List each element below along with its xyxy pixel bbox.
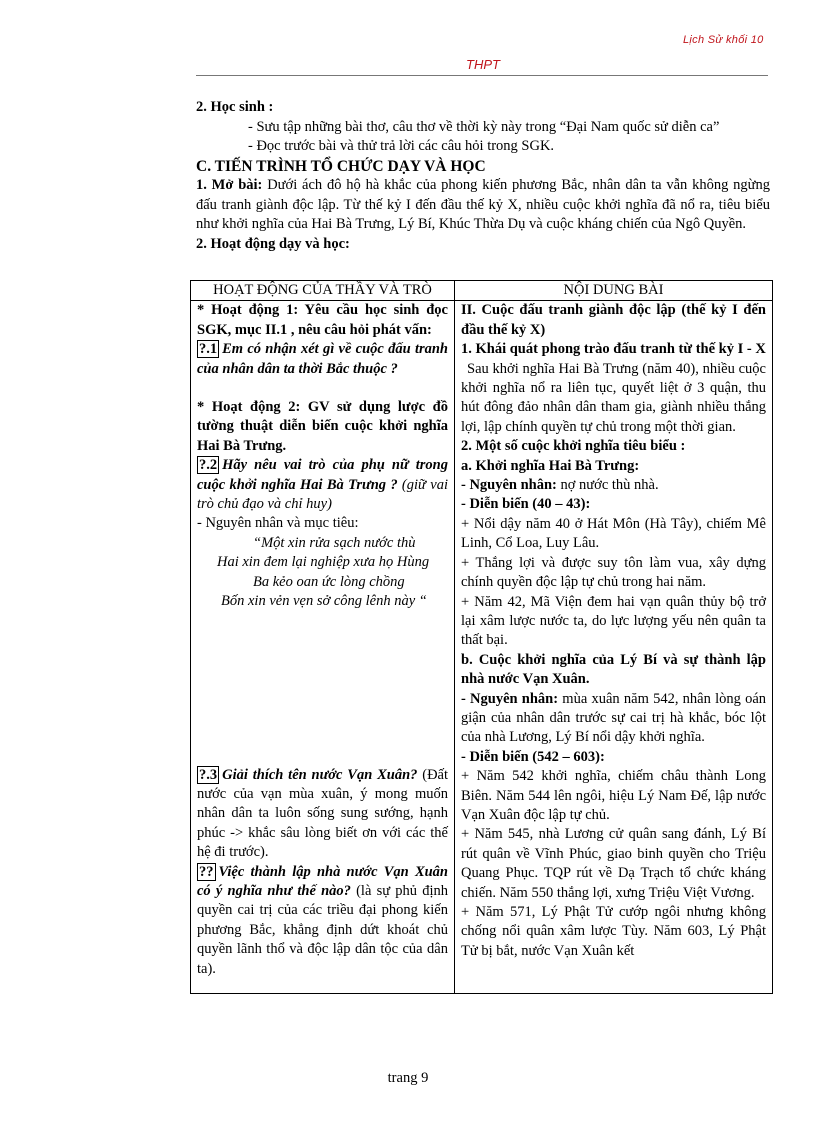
header-divider: [196, 75, 768, 76]
question-1-text: Em có nhận xét gì về cuộc đấu tranh của nhân dân ta thời Bắc thuộc ?: [197, 341, 448, 377]
a-cause-label: - Nguyên nhân:: [461, 477, 557, 494]
students-heading: 2. Học sinh :: [196, 99, 274, 115]
spacer: [197, 379, 448, 398]
question-tag: ?.3: [199, 766, 218, 783]
poem-line: Hai xin đem lại nghiệp xưa họ Hùng: [217, 554, 430, 571]
b-cause-text: mùa xuân năm 542, nhân lòng oán giận của nhân dân trước sự cai trị hà khắc, bóc lột của nhà Lương, Lý Bí nổi dậy khởi nghĩa.: [461, 690, 766, 746]
section-2-1: 1. Khái quát phong trào đấu tranh từ thế kỷ I - X: [461, 341, 766, 358]
question-4-text: Việc thành lập nhà nước Vạn Xuân có ý nghĩa như thế nào?: [197, 863, 448, 899]
header-subject-label: Lịch Sử khối 10: [683, 34, 764, 46]
question-4: [197, 863, 448, 979]
poem: [197, 534, 448, 612]
poem-line: “Một xin rửa sạch nước thù: [253, 534, 416, 551]
question-tag: ?.1: [199, 341, 218, 358]
question-3-text: Giải thích tên nước Vạn Xuân?: [222, 766, 418, 783]
col2-header: NỘI DUNG BÀI: [455, 281, 773, 301]
hoat-dong-heading: 2. Hoạt động dạy và học:: [196, 235, 350, 252]
a-event-3: + Năm 42, Mã Viện đem hai vạn quân thủy bộ trở lại xâm lược nước ta, do lực lượng yếu nên quân ta thất bại.: [461, 593, 766, 649]
poem-line: Ba kẻo oan ức lòng chồng: [253, 573, 405, 590]
intro-section: [196, 98, 770, 254]
col1-header: HOẠT ĐỘNG CỦA THẦY VÀ TRÒ: [191, 281, 455, 301]
header-school-label: THPT: [466, 57, 500, 72]
students-line-2: - Đọc trước bài và thử trả lời các câu hỏi trong SGK.: [248, 138, 555, 154]
section-2: II. Cuộc đấu tranh giành độc lập (thế kỷ I đến đầu thế kỷ X): [461, 302, 766, 338]
question-2: [197, 456, 448, 514]
question-3-answer: (Đất nước của vạn mùa xuân, ý mong muốn nhân dân ta luôn sống sung sướng, hạnh phúc -> khắc sâu lòng biết ơn với các thế hệ đi trước).: [197, 766, 449, 861]
activity-1: * Hoạt động 1: Yêu cầu học sinh đọc SGK, mục II.1 , nêu câu hỏi phát vấn:: [197, 302, 448, 338]
page-number: trang 9: [387, 1070, 429, 1086]
b-event-2: + Năm 545, nhà Lương cử quân sang đánh, Lý Bí rút quân về Vĩnh Phúc, giao binh quyền cho Triệu Quang Phục. TQP rút về Dạ Trạch tổ chức kháng chiến. Năm 550 thắng lợi, xưng Triệu Việt Vương.: [461, 826, 766, 901]
lesson-table: [190, 280, 773, 994]
b-event-3: + Năm 571, Lý Phật Tử cướp ngôi nhưng không chống nổi quân xâm lược Tùy. Năm 603, Lý Phật Tử bị bắt, nước Vạn Xuân kết: [461, 904, 766, 959]
content-column: [455, 301, 773, 994]
b-cause-label: - Nguyên nhân:: [461, 690, 559, 707]
b-cause: [461, 690, 766, 748]
question-1: [197, 340, 448, 379]
question-tag: ??: [199, 863, 214, 880]
heading-b: b. Cuộc khởi nghĩa của Lý Bí và sự thành lập nhà nước Vạn Xuân.: [461, 651, 766, 688]
section-2-1-text: Sau khởi nghĩa Hai Bà Trưng (năm 40), nhiều cuộc khởi nghĩa nổ ra liên tục, quyết liệt ở 3 quận, thu hút đông đảo nhân dân tham gia, giành nhiều thắng lợi, lập chính quyền tự chủ trong một thời gian.: [461, 360, 766, 435]
b-event-1: + Năm 542 khởi nghĩa, chiếm châu thành Long Biên. Năm 544 lên ngôi, hiệu Lý Nam Đế, lập nước Vạn Xuân độc lập tự chủ.: [461, 768, 766, 823]
mo-bai-text: Dưới ách đô hộ hà khắc của phong kiến phương Bắc, nhân dân ta vẫn không ngừng đấu tranh giành độc lập. Từ thế kỷ I đến đầu thế kỷ X, nhiều cuộc khởi nghĩa đã nổ ra, tiêu biểu như khởi nghĩa của Hai Bà Trưng, Lý Bí, Khúc Thừa Dụ và cuộc kháng chiến của Ngô Quyền.: [196, 177, 770, 232]
question-tag: ?.2: [199, 457, 218, 474]
question-4-answer: (là sự phủ định quyền cai trị của các triều đại phong kiến phương Bắc, khẳng định dứt khoát chủ quyền lãnh thổ và độc lập dân tộc của dân ta).: [197, 882, 449, 977]
question-2-answer: (giữ vai trò chủ đạo và chỉ huy): [197, 476, 448, 513]
question-3: [197, 766, 448, 863]
heading-a: a. Khởi nghĩa Hai Bà Trưng:: [461, 457, 640, 474]
poem-line: Bốn xin vẻn vẹn sở công lênh này “: [221, 593, 427, 610]
a-event-2: + Thắng lợi và được suy tôn làm vua, xây dựng chính quyền độc lập tự chủ trong hai năm.: [461, 554, 766, 591]
spacer: [197, 612, 448, 766]
teacher-student-column: [191, 301, 455, 994]
cause-label: - Nguyên nhân và mục tiêu:: [197, 515, 359, 532]
question-2-text: Hãy nêu vai trò của phụ nữ trong cuộc khởi nghĩa Hai Bà Trưng ?: [197, 457, 448, 493]
students-line-1: - Sưu tập những bài thơ, câu thơ về thời kỳ này trong “Đại Nam quốc sử diễn ca”: [248, 118, 720, 135]
a-events-label: - Diễn biến (40 – 43):: [461, 496, 591, 513]
a-event-1: + Nổi dậy năm 40 ở Hát Môn (Hà Tây), chiếm Mê Linh, Cổ Loa, Luy Lâu.: [461, 515, 766, 552]
activity-2: * Hoạt động 2: GV sử dụng lược đồ tường thuật diễn biến cuộc khởi nghĩa Hai Bà Trưng.: [197, 399, 448, 454]
section-2-2: 2. Một số cuộc khởi nghĩa tiêu biểu :: [461, 438, 686, 455]
a-cause-text: nợ nước thù nhà.: [556, 477, 659, 494]
b-events-label: - Diễn biến (542 – 603):: [461, 748, 605, 765]
mo-bai-paragraph: [196, 176, 770, 235]
a-cause: [461, 476, 766, 495]
mo-bai-label: 1. Mở bài:: [196, 177, 263, 193]
section-c-heading: C. TIẾN TRÌNH TỔ CHỨC DẠY VÀ HỌC: [196, 157, 486, 175]
